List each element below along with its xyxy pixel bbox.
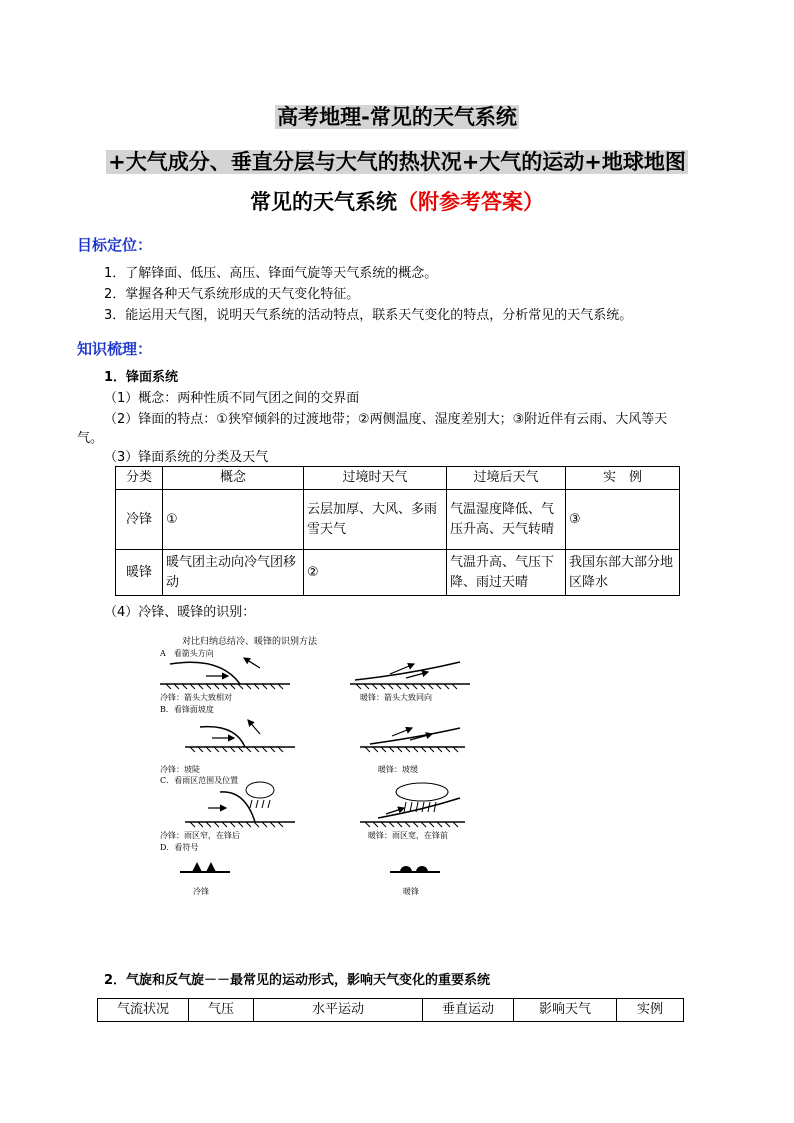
front-feature-line2: 气。 xyxy=(77,431,104,446)
table-header-cell: 气流状况 xyxy=(98,999,189,1022)
figure-b-title: B．看锋面坡度 xyxy=(160,705,214,714)
table-header-cell: 分类 xyxy=(116,467,163,490)
table-header-row xyxy=(116,467,680,490)
table-header-cell: 垂直运动 xyxy=(423,999,514,1022)
table-cell: 气温升高、气压下降、雨过天晴 xyxy=(447,550,566,596)
table-header-cell: 实 例 xyxy=(566,467,680,490)
table-cell: 我国东部大部分地区降水 xyxy=(566,550,680,596)
figure-b-warm-label: 暖锋：坡缓 xyxy=(378,765,418,774)
figure-c-cold-front xyxy=(185,782,295,827)
table-cell: 暖气团主动向冷气团移动 xyxy=(163,550,304,596)
figure-c-warm-front xyxy=(360,783,465,827)
figure-c-cold-label: 冷锋：雨区窄，在锋后 xyxy=(160,831,240,840)
doc-title-line2: +大气成分、垂直分层与大气的热状况+大气的运动+地球地图 xyxy=(108,150,686,174)
figure-b-cold-front xyxy=(185,720,295,752)
figure-drawing xyxy=(160,632,490,904)
table-cell: 冷锋 xyxy=(116,490,163,550)
figure-a-warm-front xyxy=(350,662,470,689)
goal-item-2: 2．掌握各种天气系统形成的天气变化特征。 xyxy=(104,287,360,302)
front-feature-line1: （2）锋面的特点：①狭窄倾斜的过渡地带；②两侧温度、湿度差别大；③附近伴有云雨、大风等天 xyxy=(104,412,668,427)
figure-d-cold-label: 冷锋 xyxy=(193,887,209,896)
table-header-cell: 影响天气 xyxy=(514,999,617,1022)
figure-a-title: A 看箭头方向 xyxy=(160,649,214,658)
table-row xyxy=(116,490,680,550)
table-header-cell: 水平运动 xyxy=(254,999,423,1022)
front-identify-label: （4）冷锋、暖锋的识别： xyxy=(104,605,256,620)
front-table xyxy=(115,466,680,596)
goal-item-3: 3．能运用天气图，说明天气系统的活动特点，联系天气变化的特点，分析常见的天气系统。 xyxy=(104,308,633,323)
knowledge-heading: 知识梳理： xyxy=(77,340,153,358)
section2-title: 2．气旋和反气旋－－最常见的运动形式，影响天气变化的重要系统 xyxy=(104,973,491,988)
table-header-cell: 过境后天气 xyxy=(447,467,566,490)
front-identification-figure xyxy=(160,632,490,904)
figure-d-warm-label: 暖锋 xyxy=(403,887,419,896)
table-header-cell: 概念 xyxy=(163,467,304,490)
front-classify-label: （3）锋面系统的分类及天气 xyxy=(104,450,269,465)
figure-b-warm-front xyxy=(360,728,465,752)
figure-a-cold-label: 冷锋：箭头大致相对 xyxy=(160,693,232,702)
figure-d-symbols xyxy=(180,862,440,872)
goals-heading: 目标定位： xyxy=(77,236,153,254)
table-cell: 暖锋 xyxy=(116,550,163,596)
figure-heading: 对比归纳总结冷、暖锋的识别方法 xyxy=(182,637,318,647)
table-cell: ① xyxy=(163,490,304,550)
figure-a-warm-label: 暖锋：箭头大致同向 xyxy=(360,693,432,702)
table-row xyxy=(116,550,680,596)
cyclone-table xyxy=(97,998,684,1022)
figure-b-cold-label: 冷锋：坡陡 xyxy=(160,765,200,774)
figure-a-cold-front xyxy=(160,658,290,689)
section1-title: 1．锋面系统 xyxy=(104,370,179,385)
table-header-cell: 实例 xyxy=(617,999,684,1022)
front-concept: （1）概念：两种性质不同气团之间的交界面 xyxy=(104,391,360,406)
table-header-row xyxy=(98,999,684,1022)
table-cell: ② xyxy=(304,550,447,596)
table-cell: 气温湿度降低、气压升高、天气转晴 xyxy=(447,490,566,550)
figure-c-warm-label: 暖锋：雨区宽，在锋前 xyxy=(368,831,448,840)
table-header-cell: 气压 xyxy=(189,999,254,1022)
table-cell: 云层加厚、大风、多雨雪天气 xyxy=(304,490,447,550)
table-cell: ③ xyxy=(566,490,680,550)
doc-subtitle: 常见的天气系统（附参考答案） xyxy=(250,190,544,214)
figure-c-title: C．看雨区范围及位置 xyxy=(160,776,239,785)
doc-title-line1: 高考地理-常见的天气系统 xyxy=(277,105,517,129)
table-header-cell: 过境时天气 xyxy=(304,467,447,490)
goal-item-1: 1．了解锋面、低压、高压、锋面气旋等天气系统的概念。 xyxy=(104,266,438,281)
figure-d-title: D．看符号 xyxy=(160,843,199,852)
